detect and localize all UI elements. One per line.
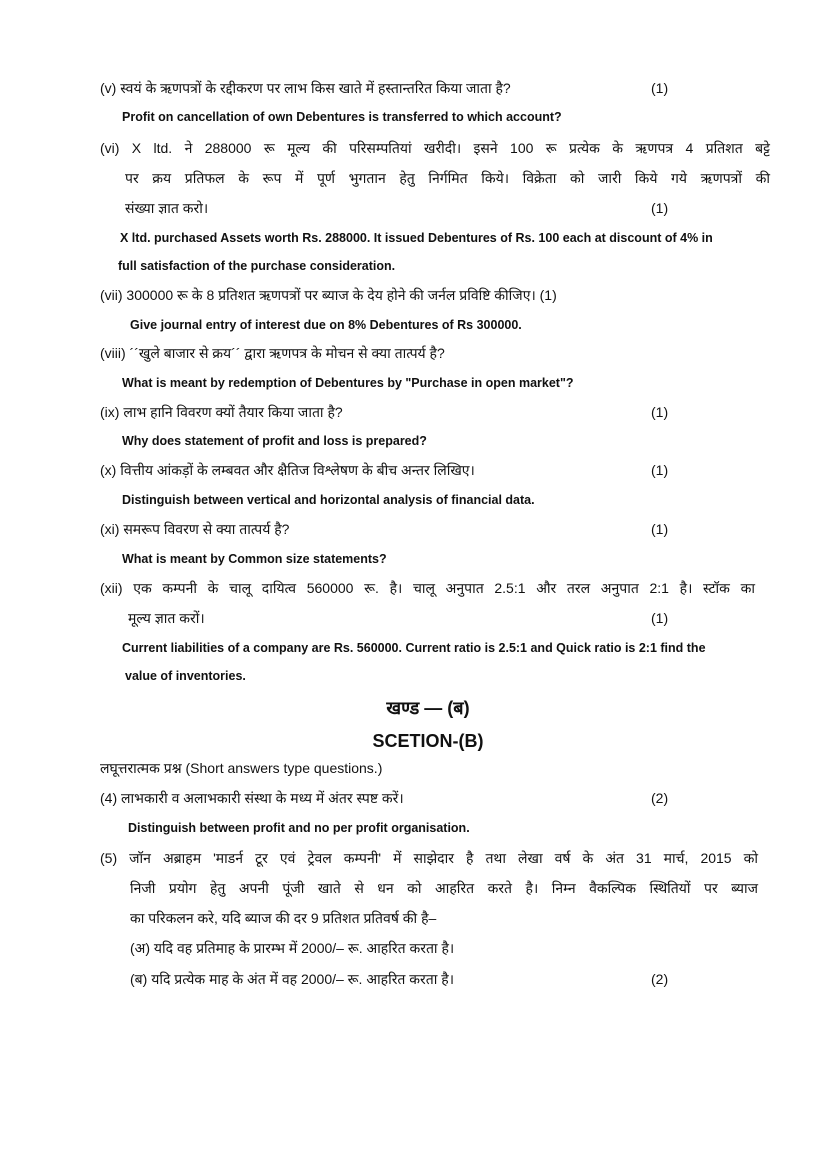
question-4-hindi: (4) लाभकारी व अलाभकारी संस्था के मध्य में अंतर स्पष्ट करें।	[100, 790, 404, 806]
question-v-hindi: (v) स्वयं के ऋणपत्रों के रद्दीकरण पर लाभ किस खाते में हस्तान्तरित किया जाता है?	[100, 80, 511, 96]
marks: (1)	[651, 200, 669, 216]
section-title-english: SCETION-(B)	[372, 731, 484, 751]
question-xii-hindi: (xii) एक कम्पनी के चालू दायित्व 560000 रू. है। चालू अनुपात 2.5:1 और तरल अनुपात 2:1 है। स्टॉक का	[100, 580, 755, 596]
question-vi-english: full satisfaction of the purchase consideration.	[118, 259, 396, 273]
marks: (1)	[651, 610, 669, 626]
question-5-line: निजी प्रयोग हेतु अपनी पूंजी खाते से धन को आहरित करते है। निम्न वैकल्पिक स्थितियों पर ब्याज	[130, 880, 758, 896]
marks: (1)	[651, 521, 669, 537]
section-subtitle: लघूत्तरात्मक प्रश्न (Short answers type questions.)	[100, 760, 383, 776]
question-5-line: (5) जॉन अब्राहम 'माडर्न टूर एवं ट्रेवल कम्पनी' में साझेदार है तथा लेखा वर्ष के अंत 31 मार्च, 2015 को	[100, 850, 758, 866]
question-vi-hindi: पर क्रय प्रतिफल के रूप में पूर्ण भुगतान हेतु निर्गमित किये। विक्रेता को जारी किये गये ऋणपत्रों की	[125, 170, 770, 186]
marks: (1)	[651, 462, 669, 478]
question-x-hindi: (x) वित्तीय आंकड़ों के लम्बवत और क्षैतिज विश्लेषण के बीच अन्तर लिखिए।	[100, 462, 475, 478]
section-title-hindi: खण्ड — (ब)	[386, 698, 470, 718]
question-vii-hindi: (vii) 300000 रू के 8 प्रतिशत ऋणपत्रों पर ब्याज के देय होने की जर्नल प्रविष्टि कीजिए। (1)	[100, 287, 557, 303]
question-xi-hindi: (xi) समरूप विवरण से क्या तात्पर्य है?	[100, 521, 290, 537]
question-viii-hindi: (viii) ´´खुले बाजार से क्रय´´ द्वारा ऋणपत्र के मोचन से क्या तात्पर्य है?	[100, 345, 445, 361]
question-xii-english: Current liabilities of a company are Rs. 560000. Current ratio is 2.5:1 and Quick ratio is 2:1 find the	[122, 641, 706, 655]
question-5-option-b: (ब) यदि प्रत्येक माह के अंत में वह 2000/– रू. आहरित करता है।	[130, 971, 455, 987]
question-vi-hindi: (vi) X ltd. ने 288000 रू मूल्य की परिसम्पतियां खरीदी। इसने 100 रू प्रत्येक के ऋणपत्र 4 प्रतिशत बट्टे	[100, 140, 770, 156]
question-5-line: का परिकलन करे, यदि ब्याज की दर 9 प्रतिशत प्रतिवर्ष की है–	[130, 910, 437, 926]
question-xii-hindi: मूल्य ज्ञात करों।	[128, 610, 205, 626]
question-5-option-a: (अ) यदि वह प्रतिमाह के प्रारम्भ में 2000/– रू. आहरित करता है।	[130, 940, 455, 956]
question-v-english: Profit on cancellation of own Debentures is transferred to which account?	[122, 110, 562, 124]
question-viii-english: What is meant by redemption of Debentures by "Purchase in open market"?	[122, 376, 574, 390]
marks: (2)	[651, 790, 669, 806]
question-vi-english: X ltd. purchased Assets worth Rs. 288000. It issued Debentures of Rs. 100 each at discount of 4% in	[120, 231, 713, 245]
marks: (1)	[651, 80, 669, 96]
question-xii-english: value of inventories.	[125, 669, 246, 683]
marks: (2)	[651, 971, 669, 987]
question-4-english: Distinguish between profit and no per profit organisation.	[128, 821, 470, 835]
marks: (1)	[651, 404, 669, 420]
question-ix-english: Why does statement of profit and loss is prepared?	[122, 434, 427, 448]
question-vi-hindi: संख्या ज्ञात करो।	[125, 200, 209, 216]
question-ix-hindi: (ix) लाभ हानि विवरण क्यों तैयार किया जाता है?	[100, 404, 343, 420]
question-xi-english: What is meant by Common size statements?	[122, 552, 387, 566]
question-vii-english: Give journal entry of interest due on 8% Debentures of Rs 300000.	[130, 318, 522, 332]
question-x-english: Distinguish between vertical and horizontal analysis of financial data.	[122, 493, 535, 507]
